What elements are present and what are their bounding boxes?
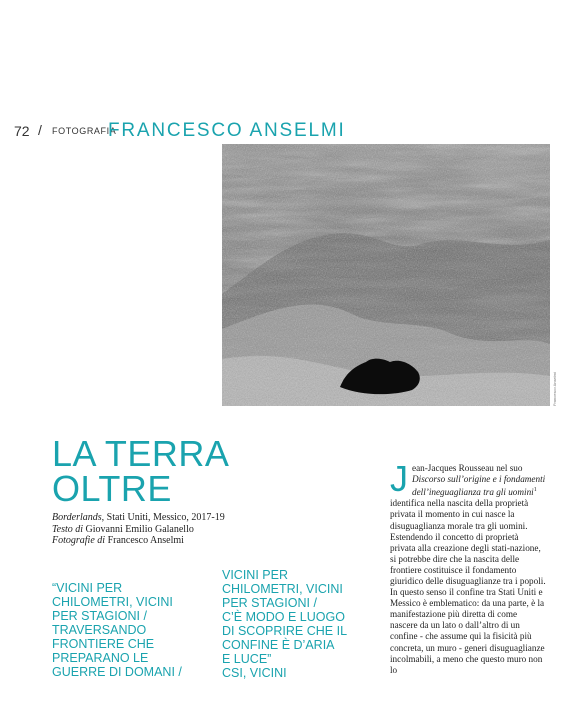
body-text: J ean-Jacques Rousseau nel suo Discorso sull’origine e i fondamenti dell’ineguaglianza tra gli uomini$^1$ identifica nella nascita della proprietà privata il momento in cui nasce la disuguaglianza morale tra gli uomini. Estendendo il concetto di proprietà privata alla creazione degli stati-nazione, si potrebbe dire che la nascita delle frontiere costituisce il fondamento giuridico delle disuguaglianze tra i popoli. In questo senso il confine tra Stati Uniti e Messico è emblematico: da una parte, è la manifestazione più diretta di come nascere da un lato o dall’altro di un confine - che assume qui la fisicità più concreta, un muro - generi disuguaglianze incolmabili, a meno che questo muro non lo: [390, 458, 546, 675]
article-title: LA TERRA OLTRE: [52, 433, 228, 509]
meta-project-line: Borderlands, Stati Uniti, Messico, 2017-19: [52, 512, 225, 523]
pull-quote-1: “VICINI PER CHILOMETRI, VICINI PER STAGIONI / TRAVERSANDO FRONTIERE CHE PREPARANO LE GUERRE DI DOMANI /: [52, 581, 182, 679]
page-number: 72: [14, 123, 30, 139]
pull-quote-2: VICINI PER CHILOMETRI, VICINI PER STAGIONI / C’È MODO E LUOGO DI SCOPRIRE CHE IL CONFINE È D’ARIA E LUCE” CSI, VICINI: [222, 568, 348, 680]
header-separator: /: [38, 122, 42, 138]
article-meta: [52, 512, 262, 547]
section-label: FOTOGRAFIA: [52, 126, 117, 136]
photograph: [222, 144, 550, 406]
meta-photo-credit: Fotografie di Francesco Anselmi: [52, 535, 184, 546]
author-name: FRANCESCO ANSELMI: [108, 120, 346, 141]
drop-cap: J: [390, 458, 408, 499]
photo-credit: Francesco Anselmi: [552, 372, 557, 406]
meta-text-credit: Testo di Giovanni Emilio Galanello: [52, 523, 194, 535]
